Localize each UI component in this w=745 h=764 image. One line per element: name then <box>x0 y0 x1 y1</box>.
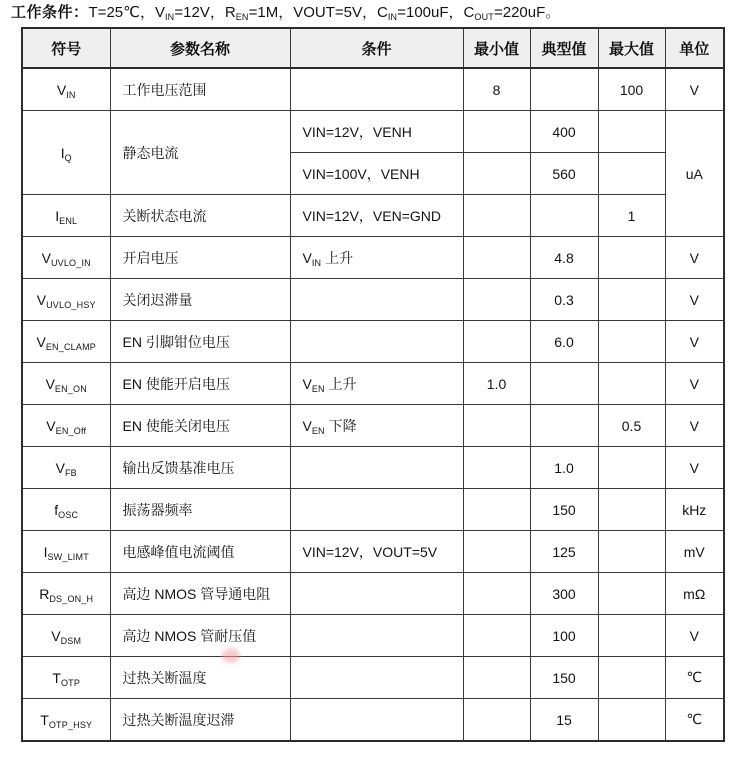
table-row <box>22 615 724 657</box>
cell-max <box>598 615 665 657</box>
cell-min <box>463 153 530 195</box>
cell-max <box>598 363 665 405</box>
cell-max <box>598 321 665 363</box>
cell-cond <box>290 68 463 111</box>
cell-symbol: $T_{OTP}$ <box>22 657 110 699</box>
cell-typ: 4.8 <box>530 237 598 279</box>
cell-symbol: $V_{EN\_ON}$ <box>22 363 110 405</box>
cell-param: 电感峰值电流阈值 <box>110 531 290 573</box>
cell-max: 0.5 <box>598 405 665 447</box>
column-header-5: 最大值 <box>598 28 665 68</box>
cell-symbol: $V_{EN\_CLAMP}$ <box>22 321 110 363</box>
cell-typ <box>530 363 598 405</box>
cell-max <box>598 237 665 279</box>
cell-cond <box>290 279 463 321</box>
electrical-characteristics-table <box>21 27 725 742</box>
note-text: T=25℃，$V_{IN}=12V$，$R_{EN}=1M$，VOUT=5V，$C_{IN}=100uF$，$C_{OUT}=220uF$。 <box>88 4 561 22</box>
cell-param: 工作电压范围 <box>110 68 290 111</box>
cell-min <box>463 405 530 447</box>
cell-unit: mΩ <box>665 573 724 615</box>
cell-unit: V <box>665 237 724 279</box>
cell-param: 高边 NMOS 管耐压值 <box>110 615 290 657</box>
cell-max <box>598 447 665 489</box>
cell-cond <box>290 489 463 531</box>
cell-unit: V <box>665 363 724 405</box>
table-row <box>22 405 724 447</box>
table-row <box>22 68 724 111</box>
cell-symbol: $R_{DS\_ON\_H}$ <box>22 573 110 615</box>
cell-min <box>463 279 530 321</box>
column-header-3: 最小值 <box>463 28 530 68</box>
cell-symbol: $V_{IN}$ <box>22 68 110 111</box>
cell-param: EN 使能关闭电压 <box>110 405 290 447</box>
cell-max <box>598 279 665 321</box>
cell-param: 过热关断温度迟滞 <box>110 699 290 742</box>
cell-min <box>463 699 530 742</box>
cell-min <box>463 447 530 489</box>
table-row <box>22 699 724 742</box>
cell-min <box>463 111 530 153</box>
cell-min <box>463 321 530 363</box>
cell-min: 8 <box>463 68 530 111</box>
note-label: 工作条件： <box>11 4 89 21</box>
cell-cond <box>290 615 463 657</box>
cell-param: 静态电流 <box>110 111 290 195</box>
table-row <box>22 111 724 153</box>
cell-symbol: $I_{ENL}$ <box>22 195 110 237</box>
cell-symbol: $V_{UVLO\_HSY}$ <box>22 279 110 321</box>
table-header-row <box>22 28 724 68</box>
cell-cond: $V_{IN}$ 上升 <box>290 237 463 279</box>
column-header-0: 符号 <box>22 28 110 68</box>
cell-cond: VIN=12V，VENH <box>290 111 463 153</box>
table-row <box>22 489 724 531</box>
cell-typ: 560 <box>530 153 598 195</box>
cell-param: 高边 NMOS 管导通电阻 <box>110 573 290 615</box>
table-row <box>22 447 724 489</box>
cell-symbol: $I_Q$ <box>22 111 110 195</box>
cell-symbol: $f_{OSC}$ <box>22 489 110 531</box>
cell-param: 输出反馈基准电压 <box>110 447 290 489</box>
cell-min <box>463 573 530 615</box>
cell-unit: V <box>665 447 724 489</box>
cell-cond <box>290 573 463 615</box>
table-row <box>22 237 724 279</box>
cell-cond: VIN=12V，VEN=GND <box>290 195 463 237</box>
column-header-4: 典型值 <box>530 28 598 68</box>
cell-param: EN 引脚钳位电压 <box>110 321 290 363</box>
column-header-1: 参数名称 <box>110 28 290 68</box>
cell-param: EN 使能开启电压 <box>110 363 290 405</box>
cell-symbol: $V_{FB}$ <box>22 447 110 489</box>
cell-typ: 300 <box>530 573 598 615</box>
cell-min <box>463 195 530 237</box>
cell-cond: VIN=12V，VOUT=5V <box>290 531 463 573</box>
cell-cond <box>290 657 463 699</box>
cell-max: 100 <box>598 68 665 111</box>
cell-max <box>598 573 665 615</box>
cell-min <box>463 531 530 573</box>
cell-max: 1 <box>598 195 665 237</box>
cell-symbol: $I_{SW\_LIMT}$ <box>22 531 110 573</box>
cell-param: 关断状态电流 <box>110 195 290 237</box>
cell-cond <box>290 447 463 489</box>
cell-unit: ℃ <box>665 657 724 699</box>
cell-min <box>463 615 530 657</box>
cell-typ <box>530 195 598 237</box>
cell-param: 过热关断温度 <box>110 657 290 699</box>
table-row <box>22 657 724 699</box>
cell-cond <box>290 321 463 363</box>
cell-unit: V <box>665 405 724 447</box>
table-row <box>22 531 724 573</box>
cell-min <box>463 237 530 279</box>
cell-max <box>598 111 665 153</box>
cell-max <box>598 153 665 195</box>
cell-param: 开启电压 <box>110 237 290 279</box>
cell-cond: VIN=100V，VENH <box>290 153 463 195</box>
cell-typ: 150 <box>530 657 598 699</box>
cell-typ: 6.0 <box>530 321 598 363</box>
cell-unit: V <box>665 321 724 363</box>
cell-cond: $V_{EN}$ 下降 <box>290 405 463 447</box>
cell-cond: $V_{EN}$ 上升 <box>290 363 463 405</box>
cell-symbol: $V_{DSM}$ <box>22 615 110 657</box>
column-header-6: 单位 <box>665 28 724 68</box>
cell-max <box>598 657 665 699</box>
cell-symbol: $V_{EN\_Off}$ <box>22 405 110 447</box>
cell-typ <box>530 405 598 447</box>
cell-symbol: $V_{UVLO\_IN}$ <box>22 237 110 279</box>
cell-cond <box>290 699 463 742</box>
cell-symbol: $T_{OTP\_HSY}$ <box>22 699 110 742</box>
table-row <box>22 321 724 363</box>
table-row <box>22 279 724 321</box>
cell-unit: mV <box>665 531 724 573</box>
cell-param: 关闭迟滞量 <box>110 279 290 321</box>
cell-typ: 15 <box>530 699 598 742</box>
table-row <box>22 573 724 615</box>
cell-param: 振荡器频率 <box>110 489 290 531</box>
cell-unit: V <box>665 615 724 657</box>
cell-typ: 125 <box>530 531 598 573</box>
cell-unit: V <box>665 68 724 111</box>
cell-min <box>463 657 530 699</box>
cell-typ: 100 <box>530 615 598 657</box>
table-row <box>22 195 724 237</box>
operating-conditions-note <box>11 3 560 23</box>
cell-max <box>598 699 665 742</box>
cell-typ: 0.3 <box>530 279 598 321</box>
cell-max <box>598 489 665 531</box>
cell-min: 1.0 <box>463 363 530 405</box>
cell-typ: 400 <box>530 111 598 153</box>
cell-unit: V <box>665 279 724 321</box>
cell-unit: kHz <box>665 489 724 531</box>
cell-typ: 150 <box>530 489 598 531</box>
column-header-2: 条件 <box>290 28 463 68</box>
cell-typ <box>530 68 598 111</box>
cell-max <box>598 531 665 573</box>
cell-unit: ℃ <box>665 699 724 742</box>
cell-unit: uA <box>665 111 724 237</box>
cell-typ: 1.0 <box>530 447 598 489</box>
table-row <box>22 363 724 405</box>
cell-min <box>463 489 530 531</box>
